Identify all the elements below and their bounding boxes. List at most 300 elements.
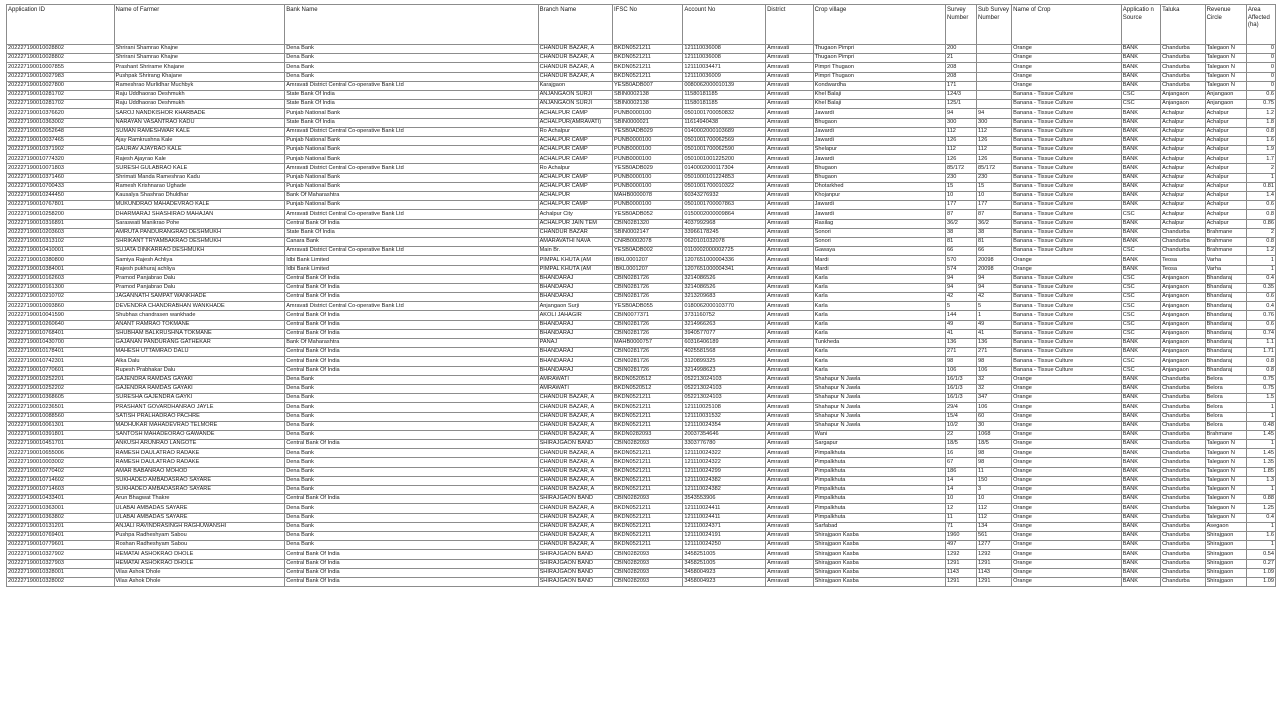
application-source-cell: BANK	[1121, 45, 1160, 54]
table-row	[7, 366, 1276, 375]
farmer-name-cell: Kausalya Shashrao Dhuldhar	[114, 192, 285, 201]
farmer-name-cell: MADHUKAR MAHADEVRAO TELMORE	[114, 421, 285, 430]
revenue-circle-cell: Achalpur	[1205, 219, 1246, 228]
area-affected-cell: 1	[1246, 522, 1275, 531]
crop-name-cell: Banana - Tissue Culture	[1012, 293, 1122, 302]
branch-name-cell: Karajgaon	[538, 81, 612, 90]
table-row	[7, 329, 1276, 338]
area-affected-cell: 0.86	[1246, 219, 1275, 228]
ifsc-cell: CBIN0281726	[613, 366, 683, 375]
application-source-cell: BANK	[1121, 541, 1160, 550]
farmer-name-cell: ANKUSH ARUNRAO LANGOTE	[114, 440, 285, 449]
table-row	[7, 339, 1276, 348]
taluka-cell: Chandurba	[1161, 237, 1205, 246]
branch-name-cell: ACHALPUR CAMP	[538, 109, 612, 118]
farmer-name-cell: Raju Uddhaorao Deshmukh	[114, 100, 285, 109]
survey-number-cell: 10/2	[946, 421, 977, 430]
taluka-cell: Anjangaon	[1161, 320, 1205, 329]
branch-name-cell: SHIRAJGAON BAND	[538, 440, 612, 449]
ifsc-cell: BKDN0521211	[613, 63, 683, 72]
sub-survey-number-cell: 347	[977, 394, 1012, 403]
account-no-cell: 121110024371	[683, 522, 766, 531]
crop-name-cell: Orange	[1012, 81, 1122, 90]
district-cell: Amravati	[766, 293, 814, 302]
crop-name-cell: Orange	[1012, 541, 1122, 550]
sub-survey-number-cell: 98	[977, 357, 1012, 366]
taluka-cell: Chandurba	[1161, 72, 1205, 81]
crop-name-cell: Orange	[1012, 449, 1122, 458]
crop-village-cell: Jawardi	[813, 127, 945, 136]
district-cell: Amravati	[766, 430, 814, 439]
account-no-cell: 121110024382	[683, 486, 766, 495]
taluka-cell: Chandurba	[1161, 430, 1205, 439]
sub-survey-number-cell: 136	[977, 339, 1012, 348]
table-row	[7, 293, 1276, 302]
application-source-cell: BANK	[1121, 118, 1160, 127]
crop-name-cell: Orange	[1012, 384, 1122, 393]
branch-name-cell: CHANDUR BAZAR, A	[538, 430, 612, 439]
table-row	[7, 440, 1276, 449]
account-no-cell: 11614940438	[683, 118, 766, 127]
survey-number-cell: 271	[946, 348, 977, 357]
bank-name-cell: Idbi Bank Limited	[285, 265, 538, 274]
table-row	[7, 430, 1276, 439]
application-source-cell: CSC	[1121, 311, 1160, 320]
application-id-cell: 202227190010252202	[7, 384, 115, 393]
revenue-circle-cell: Talegaon N	[1205, 504, 1246, 513]
taluka-cell: Chandurba	[1161, 394, 1205, 403]
district-cell: Amravati	[766, 522, 814, 531]
district-cell: Amravati	[766, 467, 814, 476]
revenue-circle-cell: Talegaon N	[1205, 495, 1246, 504]
header-revenue-circle: Revenue Circle	[1205, 5, 1246, 45]
branch-name-cell: SHIRAJGAON BAND	[538, 559, 612, 568]
branch-name-cell: CHANDUR BAZAR, A	[538, 476, 612, 485]
ifsc-cell: CBIN0281726	[613, 274, 683, 283]
ifsc-cell: BKDN0520512	[613, 384, 683, 393]
revenue-circle-cell: Talegaon N	[1205, 63, 1246, 72]
survey-number-cell: 5	[946, 302, 977, 311]
taluka-cell: Anjangaon	[1161, 293, 1205, 302]
bank-name-cell: Dena Bank	[285, 541, 538, 550]
crop-name-cell: Orange	[1012, 394, 1122, 403]
branch-name-cell: CHANDUR BAZAR, A	[538, 467, 612, 476]
crop-village-cell: Shelapur	[813, 146, 945, 155]
table-row	[7, 412, 1276, 421]
farmer-name-cell: ULABAI AMBADAS SAYARE	[114, 504, 285, 513]
crop-village-cell: Wani	[813, 430, 945, 439]
crop-village-cell: Khel Balaji	[813, 90, 945, 99]
crop-village-cell: Bhugaon	[813, 118, 945, 127]
branch-name-cell: SHIRAJGAON BAND	[538, 577, 612, 586]
branch-name-cell: AMARAVATHI NAVA	[538, 237, 612, 246]
application-source-cell: BANK	[1121, 394, 1160, 403]
application-id-cell: 202227190010313102	[7, 237, 115, 246]
bank-name-cell: Punjab National Bank	[285, 182, 538, 191]
crop-village-cell: Karla	[813, 366, 945, 375]
account-no-cell: 1207651000004336	[683, 256, 766, 265]
district-cell: Amravati	[766, 486, 814, 495]
revenue-circle-cell: Brahmane	[1205, 430, 1246, 439]
farmer-name-cell: MAHESH UTTAMRAO DALU	[114, 348, 285, 357]
account-no-cell: 3458004923	[683, 568, 766, 577]
bank-name-cell: Dena Bank	[285, 449, 538, 458]
application-source-cell: BANK	[1121, 339, 1160, 348]
sub-survey-number-cell: 10	[977, 495, 1012, 504]
application-id-cell: 202227190010071803	[7, 164, 115, 173]
taluka-cell: Chandurba	[1161, 568, 1205, 577]
application-id-cell: 202227190010327902	[7, 550, 115, 559]
crop-name-cell: Banana - Tissue Culture	[1012, 302, 1122, 311]
crop-village-cell: Shahapur N Jawla	[813, 375, 945, 384]
farmer-name-cell: Alka Dalu	[114, 357, 285, 366]
application-id-cell: 202227190010131201	[7, 522, 115, 531]
sub-survey-number-cell: 112	[977, 513, 1012, 522]
sub-survey-number-cell	[977, 54, 1012, 63]
district-cell: Amravati	[766, 228, 814, 237]
ifsc-cell: MAHB0000757	[613, 339, 683, 348]
survey-number-cell: 42	[946, 293, 977, 302]
application-source-cell: BANK	[1121, 109, 1160, 118]
survey-number-cell: 94	[946, 274, 977, 283]
ifsc-cell: PUNB0000100	[613, 182, 683, 191]
sub-survey-number-cell: 1143	[977, 568, 1012, 577]
application-id-cell: 202227190010052648	[7, 127, 115, 136]
crop-village-cell: Karla	[813, 311, 945, 320]
sub-survey-number-cell: 300	[977, 118, 1012, 127]
taluka-cell: Achalpur	[1161, 118, 1205, 127]
revenue-circle-cell: Bhandaraj	[1205, 357, 1246, 366]
area-affected-cell: 1.3	[1246, 476, 1275, 485]
ifsc-cell: PUNB0000100	[613, 173, 683, 182]
crop-name-cell: Banana - Tissue Culture	[1012, 210, 1122, 219]
ifsc-cell: PUNB0000100	[613, 201, 683, 210]
application-source-cell: BANK	[1121, 403, 1160, 412]
table-row	[7, 247, 1276, 256]
branch-name-cell: ACHALPUR	[538, 192, 612, 201]
area-affected-cell: 1.09	[1246, 577, 1275, 586]
account-no-cell: 3458251005	[683, 550, 766, 559]
account-no-cell: 0501001700010322	[683, 182, 766, 191]
branch-name-cell: CHANDUR BAZAR, A	[538, 541, 612, 550]
farmer-name-cell: RAMESH DAULATRAO RADAKE	[114, 449, 285, 458]
crop-village-cell: Shirajgaon Kasba	[813, 541, 945, 550]
revenue-circle-cell: Shirajgaon	[1205, 531, 1246, 540]
farmer-name-cell: Prashant Shrirame Khajane	[114, 63, 285, 72]
application-source-cell: BANK	[1121, 486, 1160, 495]
taluka-cell: Achalpur	[1161, 136, 1205, 145]
farmer-name-cell: HEMATAI ASHOKRAO DHOLE	[114, 550, 285, 559]
crop-village-cell: Mardi	[813, 256, 945, 265]
revenue-circle-cell: Bhandaraj	[1205, 302, 1246, 311]
revenue-circle-cell: Shirajgaon	[1205, 550, 1246, 559]
area-affected-cell: 0.6	[1246, 293, 1275, 302]
crop-name-cell: Banana - Tissue Culture	[1012, 348, 1122, 357]
farmer-name-cell: Roshan Radheshyam Sabou	[114, 541, 285, 550]
district-cell: Amravati	[766, 210, 814, 219]
survey-number-cell: 18/5	[946, 440, 977, 449]
application-id-cell: 202227190010252201	[7, 375, 115, 384]
sub-survey-number-cell: 36/2	[977, 219, 1012, 228]
bank-name-cell: Dena Bank	[285, 504, 538, 513]
district-cell: Amravati	[766, 513, 814, 522]
farmer-name-cell: Arun Bhagwat Thakre	[114, 495, 285, 504]
crop-village-cell: Shahapur N Jawla	[813, 412, 945, 421]
branch-name-cell: AMRAWATI	[538, 375, 612, 384]
bank-name-cell: Dena Bank	[285, 458, 538, 467]
ifsc-cell: PUNB0000100	[613, 146, 683, 155]
branch-name-cell: CHANDUR BAZAR, A	[538, 504, 612, 513]
sub-survey-number-cell: 230	[977, 173, 1012, 182]
application-id-cell: 202227190010093860	[7, 302, 115, 311]
account-no-cell: 121110031532	[683, 412, 766, 421]
taluka-cell: Chandurba	[1161, 403, 1205, 412]
branch-name-cell: CHANDUR BAZAR, A	[538, 394, 612, 403]
sub-survey-number-cell: 98	[977, 458, 1012, 467]
ifsc-cell: YESB0ADB029	[613, 164, 683, 173]
revenue-circle-cell: Varha	[1205, 265, 1246, 274]
taluka-cell: Anjangaon	[1161, 311, 1205, 320]
survey-number-cell: 11	[946, 513, 977, 522]
header-taluka: Taluka	[1161, 5, 1205, 45]
crop-village-cell: Bhugaon	[813, 173, 945, 182]
bank-name-cell: Dena Bank	[285, 430, 538, 439]
farmer-name-cell: AMRUTA PANDURANGRAO DESHMUKH	[114, 228, 285, 237]
farmer-name-cell: Ramesh Krishnarao Ughade	[114, 182, 285, 191]
revenue-circle-cell: Asegaon	[1205, 522, 1246, 531]
area-affected-cell: 0.75	[1246, 375, 1275, 384]
application-source-cell: BANK	[1121, 201, 1160, 210]
branch-name-cell: CHANDUR BAZAR, A	[538, 531, 612, 540]
application-id-cell: 202227190010655006	[7, 449, 115, 458]
ifsc-cell: BKDN0521211	[613, 504, 683, 513]
taluka-cell: Anjangaon	[1161, 357, 1205, 366]
account-no-cell: 20037354646	[683, 430, 766, 439]
crop-name-cell: Banana - Tissue Culture	[1012, 100, 1122, 109]
ifsc-cell: BKDN0521211	[613, 412, 683, 421]
branch-name-cell: AKOLI JAHAGIR	[538, 311, 612, 320]
application-id-cell: 202227190010391801	[7, 430, 115, 439]
application-id-cell: 202227190010384001	[7, 265, 115, 274]
crop-name-cell: Banana - Tissue Culture	[1012, 155, 1122, 164]
farmer-name-cell: Samiya Rajesh Achliya	[114, 256, 285, 265]
application-source-cell: BANK	[1121, 228, 1160, 237]
crop-name-cell: Banana - Tissue Culture	[1012, 329, 1122, 338]
header-survey-number: Survey Number	[946, 5, 977, 45]
branch-name-cell: ACHALPUR JAIN TEM	[538, 219, 612, 228]
branch-name-cell: CHANDUR BAZAR, A	[538, 458, 612, 467]
revenue-circle-cell: Bhandaraj	[1205, 348, 1246, 357]
area-affected-cell: 1	[1246, 403, 1275, 412]
area-affected-cell: 1.45	[1246, 449, 1275, 458]
application-id-cell: 202227190010451701	[7, 440, 115, 449]
table-row	[7, 577, 1276, 586]
district-cell: Amravati	[766, 412, 814, 421]
taluka-cell: Achalpur	[1161, 210, 1205, 219]
sub-survey-number-cell: 106	[977, 366, 1012, 375]
farmer-name-cell: PRASHANT GOVARDHANRAO JAYLE	[114, 403, 285, 412]
account-no-cell: 33966178245	[683, 228, 766, 237]
branch-name-cell: SHIRAJGAON BAND	[538, 550, 612, 559]
table-row	[7, 146, 1276, 155]
area-affected-cell: 0.48	[1246, 421, 1275, 430]
farmer-name-cell: Vilas Ashok Dhole	[114, 577, 285, 586]
area-affected-cell: 0.76	[1246, 311, 1275, 320]
sub-survey-number-cell: 126	[977, 155, 1012, 164]
ifsc-cell: CBIN0281726	[613, 348, 683, 357]
table-row	[7, 136, 1276, 145]
taluka-cell: Achalpur	[1161, 109, 1205, 118]
sub-survey-number-cell: 32	[977, 375, 1012, 384]
account-no-cell: 11580181185	[683, 90, 766, 99]
sub-survey-number-cell: 66	[977, 247, 1012, 256]
branch-name-cell: AMRAWATI	[538, 384, 612, 393]
crop-name-cell: Banana - Tissue Culture	[1012, 366, 1122, 375]
area-affected-cell: 0.8	[1246, 357, 1275, 366]
revenue-circle-cell: Belora	[1205, 412, 1246, 421]
branch-name-cell: CHANDUR BAZAR, A	[538, 513, 612, 522]
table-row	[7, 486, 1276, 495]
application-id-cell: 202227190010041590	[7, 311, 115, 320]
farmer-name-cell: MUKUNDRAO MAHADEVRAO KALE	[114, 201, 285, 210]
account-no-cell: 121110024411	[683, 504, 766, 513]
crop-village-cell: Kondwardha	[813, 81, 945, 90]
branch-name-cell: CHANDUR BAZAR, A	[538, 63, 612, 72]
application-source-cell: BANK	[1121, 182, 1160, 191]
area-affected-cell: 1.35	[1246, 458, 1275, 467]
table-row	[7, 201, 1276, 210]
application-source-cell: BANK	[1121, 421, 1160, 430]
application-source-cell: CSC	[1121, 329, 1160, 338]
sub-survey-number-cell	[977, 45, 1012, 54]
table-row	[7, 476, 1276, 485]
area-affected-cell: 1.2	[1246, 109, 1275, 118]
application-id-cell: 202227190010037465	[7, 136, 115, 145]
application-source-cell: CSC	[1121, 320, 1160, 329]
table-row	[7, 375, 1276, 384]
district-cell: Amravati	[766, 265, 814, 274]
crop-village-cell: Bhugaon	[813, 164, 945, 173]
bank-name-cell: Dena Bank	[285, 522, 538, 531]
area-affected-cell: 1.85	[1246, 467, 1275, 476]
sub-survey-number-cell: 20098	[977, 256, 1012, 265]
bank-name-cell: Amravati District Central Co-operative Bank Ltd	[285, 302, 538, 311]
crop-name-cell: Orange	[1012, 504, 1122, 513]
crop-name-cell: Banana - Tissue Culture	[1012, 164, 1122, 173]
area-affected-cell: 0	[1246, 45, 1275, 54]
table-row	[7, 348, 1276, 357]
application-id-cell: 202227190010779601	[7, 541, 115, 550]
ifsc-cell: YESB0ADB055	[613, 302, 683, 311]
crop-name-cell: Banana - Tissue Culture	[1012, 192, 1122, 201]
farmer-name-cell: SUMAN RAMESHWAR KALE	[114, 127, 285, 136]
table-row	[7, 550, 1276, 559]
crop-village-cell: Thugaon Pimpri	[813, 54, 945, 63]
taluka-cell: Anjangaon	[1161, 339, 1205, 348]
district-cell: Amravati	[766, 182, 814, 191]
account-no-cell: 121110024191	[683, 531, 766, 540]
taluka-cell: Anjangaon	[1161, 348, 1205, 357]
branch-name-cell: PIMPAL KHUTA (AM	[538, 265, 612, 274]
account-no-cell: 3458004923	[683, 577, 766, 586]
account-no-cell: 0501001700007863	[683, 201, 766, 210]
table-row	[7, 192, 1276, 201]
area-affected-cell: 1.6	[1246, 136, 1275, 145]
header-crop-village: Crop village	[813, 5, 945, 45]
district-cell: Amravati	[766, 421, 814, 430]
farmer-name-cell: Pramod Panjabrao Dalu	[114, 283, 285, 292]
survey-number-cell: 112	[946, 146, 977, 155]
area-affected-cell: 0	[1246, 54, 1275, 63]
area-affected-cell: 1	[1246, 541, 1275, 550]
sub-survey-number-cell: 126	[977, 136, 1012, 145]
taluka-cell: Chandurba	[1161, 495, 1205, 504]
crop-village-cell: Jawardi	[813, 201, 945, 210]
crop-village-cell: Karla	[813, 302, 945, 311]
taluka-cell: Chandurba	[1161, 440, 1205, 449]
account-no-cell: 121110036009	[683, 72, 766, 81]
ifsc-cell: CBIN0282093	[613, 559, 683, 568]
header-sub-survey-number: Sub Survey Number	[977, 5, 1012, 45]
ifsc-cell: CBIN0282093	[613, 495, 683, 504]
sub-survey-number-cell	[977, 72, 1012, 81]
branch-name-cell: CHANDUR BAZAR, A	[538, 449, 612, 458]
application-source-cell: BANK	[1121, 458, 1160, 467]
revenue-circle-cell: Brahmane	[1205, 228, 1246, 237]
revenue-circle-cell: Talegaon N	[1205, 440, 1246, 449]
crop-village-cell: Shahapur N Jawla	[813, 384, 945, 393]
ifsc-cell: BKDN0282093	[613, 430, 683, 439]
application-id-cell: 202227190010027800	[7, 81, 115, 90]
account-no-cell: 0501001700050832	[683, 109, 766, 118]
bank-name-cell: Bank Of Maharashtra	[285, 339, 538, 348]
bank-name-cell: Dena Bank	[285, 384, 538, 393]
bank-name-cell: Central Bank Of India	[285, 357, 538, 366]
account-no-cell: 0140002000103689	[683, 127, 766, 136]
table-row	[7, 274, 1276, 283]
application-source-cell: BANK	[1121, 559, 1160, 568]
revenue-circle-cell: Brahmane	[1205, 237, 1246, 246]
taluka-cell: Chandurba	[1161, 421, 1205, 430]
district-cell: Amravati	[766, 550, 814, 559]
table-row	[7, 302, 1276, 311]
farmer-name-cell: Shrirani Shamrao Khajne	[114, 45, 285, 54]
area-affected-cell: 1.7	[1246, 155, 1275, 164]
farmer-name-cell: SUJATA DINKARRAO DESHMUKH	[114, 247, 285, 256]
application-id-cell: 202227190010433401	[7, 495, 115, 504]
bank-name-cell: Central Bank Of India	[285, 440, 538, 449]
survey-number-cell: 41	[946, 329, 977, 338]
farmer-name-cell: SANTOSH MAHADEORAO GAWANDE	[114, 430, 285, 439]
account-no-cell: 0501000101224853	[683, 173, 766, 182]
branch-name-cell: Ro Achalpur	[538, 164, 612, 173]
crop-village-cell: Karla	[813, 293, 945, 302]
bank-name-cell: Dena Bank	[285, 513, 538, 522]
revenue-circle-cell: Bhandaraj	[1205, 274, 1246, 283]
application-source-cell: BANK	[1121, 522, 1160, 531]
bank-name-cell: Amravati District Central Co-operative Bank Ltd	[285, 247, 538, 256]
account-no-cell: 121110024322	[683, 458, 766, 467]
table-row	[7, 118, 1276, 127]
district-cell: Amravati	[766, 458, 814, 467]
survey-number-cell: 300	[946, 118, 977, 127]
ifsc-cell: CBIN0077371	[613, 311, 683, 320]
ifsc-cell: CBIN0281726	[613, 329, 683, 338]
application-id-cell: 202227190010328002	[7, 577, 115, 586]
district-cell: Amravati	[766, 403, 814, 412]
taluka-cell: Chandurba	[1161, 559, 1205, 568]
table-row	[7, 237, 1276, 246]
